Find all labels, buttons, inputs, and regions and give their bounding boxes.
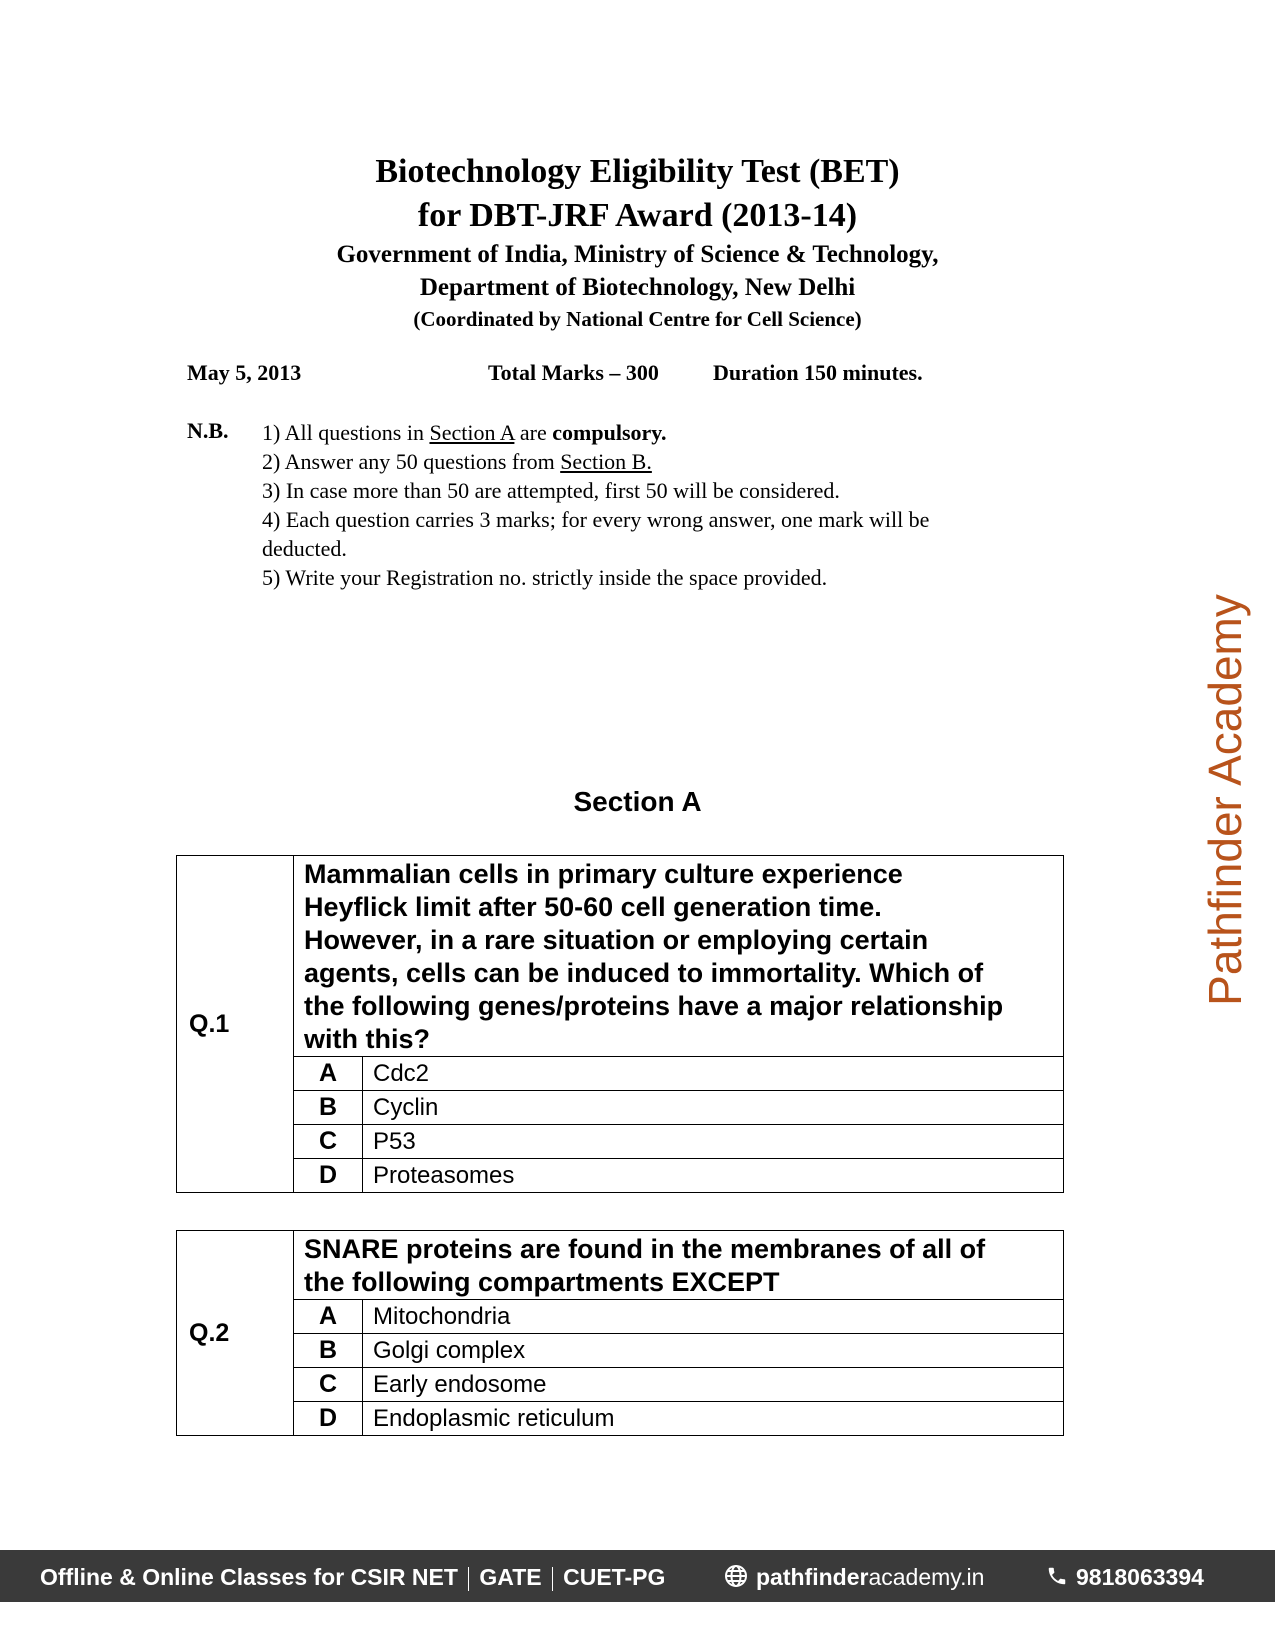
instruction-5: 5) Write your Registration no. strictly inside the space provided. (262, 565, 828, 590)
instruction-3: 3) In case more than 50 are attempted, first 50 will be considered. (262, 478, 840, 503)
duration: Duration 150 minutes. (713, 360, 923, 385)
title-line-1: Biotechnology Eligibility Test (BET) (375, 153, 900, 190)
option-letter: C (294, 1368, 363, 1402)
option-letter: B (294, 1091, 363, 1125)
option-letter: D (294, 1159, 363, 1193)
footer-phone[interactable]: 9818063394 (1046, 1564, 1204, 1593)
option-row (177, 1091, 1064, 1125)
department-line: Department of Biotechnology, New Delhi (419, 274, 856, 301)
option-text: Proteasomes (363, 1159, 1064, 1193)
option-text: Cdc2 (363, 1057, 1064, 1091)
question-table (176, 855, 1064, 1193)
instruction-4-line-1: 4) Each question carries 3 marks; for every wrong answer, one mark will be (262, 507, 930, 532)
question-text: Mammalian cells in primary culture experience Heyflick limit after 50-60 cell generation time. However, in a rare situation or employing certain agents, cells can be induced to immortality. Which of the following genes/proteins have a major relationship with this? (294, 856, 1064, 1057)
option-row (177, 1159, 1064, 1193)
option-text: Mitochondria (363, 1300, 1064, 1334)
option-row (177, 1125, 1064, 1159)
instruction-2: 2) Answer any 50 questions from Section B. (262, 449, 652, 474)
option-letter: A (294, 1300, 363, 1334)
instructions-list (262, 418, 1062, 592)
footer-banner (0, 1550, 1275, 1602)
question-number: Q.1 (177, 856, 294, 1193)
question-text: SNARE proteins are found in the membranes of all of the following compartments EXCEPT (294, 1231, 1064, 1300)
title-line-2: for DBT-JRF Award (2013-14) (417, 197, 858, 234)
globe-icon (724, 1564, 748, 1594)
option-letter: D (294, 1402, 363, 1436)
nb-label: N.B. (187, 418, 229, 443)
section-title: Section A (573, 786, 702, 817)
footer-classes: Offline & Online Classes for CSIR NET GATE CUET-PG (40, 1564, 666, 1590)
option-text: P53 (363, 1125, 1064, 1159)
option-text: Early endosome (363, 1368, 1064, 1402)
option-text: Cyclin (363, 1091, 1064, 1125)
exam-date: May 5, 2013 (187, 360, 302, 385)
option-text: Endoplasmic reticulum (363, 1402, 1064, 1436)
option-letter: A (294, 1057, 363, 1091)
option-text: Golgi complex (363, 1334, 1064, 1368)
coordination-line: (Coordinated by National Centre for Cell Science) (413, 307, 862, 331)
option-row (177, 1368, 1064, 1402)
question-number: Q.2 (177, 1231, 294, 1436)
option-row (177, 1402, 1064, 1436)
option-row (177, 1300, 1064, 1334)
option-letter: C (294, 1125, 363, 1159)
option-row (177, 1334, 1064, 1368)
total-marks: Total Marks – 300 (488, 360, 659, 385)
question-table (176, 1230, 1064, 1436)
footer-website[interactable]: pathfinderacademy.in (724, 1564, 984, 1594)
document-header (0, 150, 1275, 334)
option-row (177, 1057, 1064, 1091)
instruction-4-line-2: deducted. (262, 536, 347, 561)
watermark: Pathfinder Academy (1199, 594, 1251, 1006)
instruction-1: 1) All questions in Section A are compulsory. (262, 420, 667, 445)
option-letter: B (294, 1334, 363, 1368)
phone-icon (1046, 1565, 1068, 1593)
ministry-line: Government of India, Ministry of Science & Technology, (336, 241, 939, 268)
